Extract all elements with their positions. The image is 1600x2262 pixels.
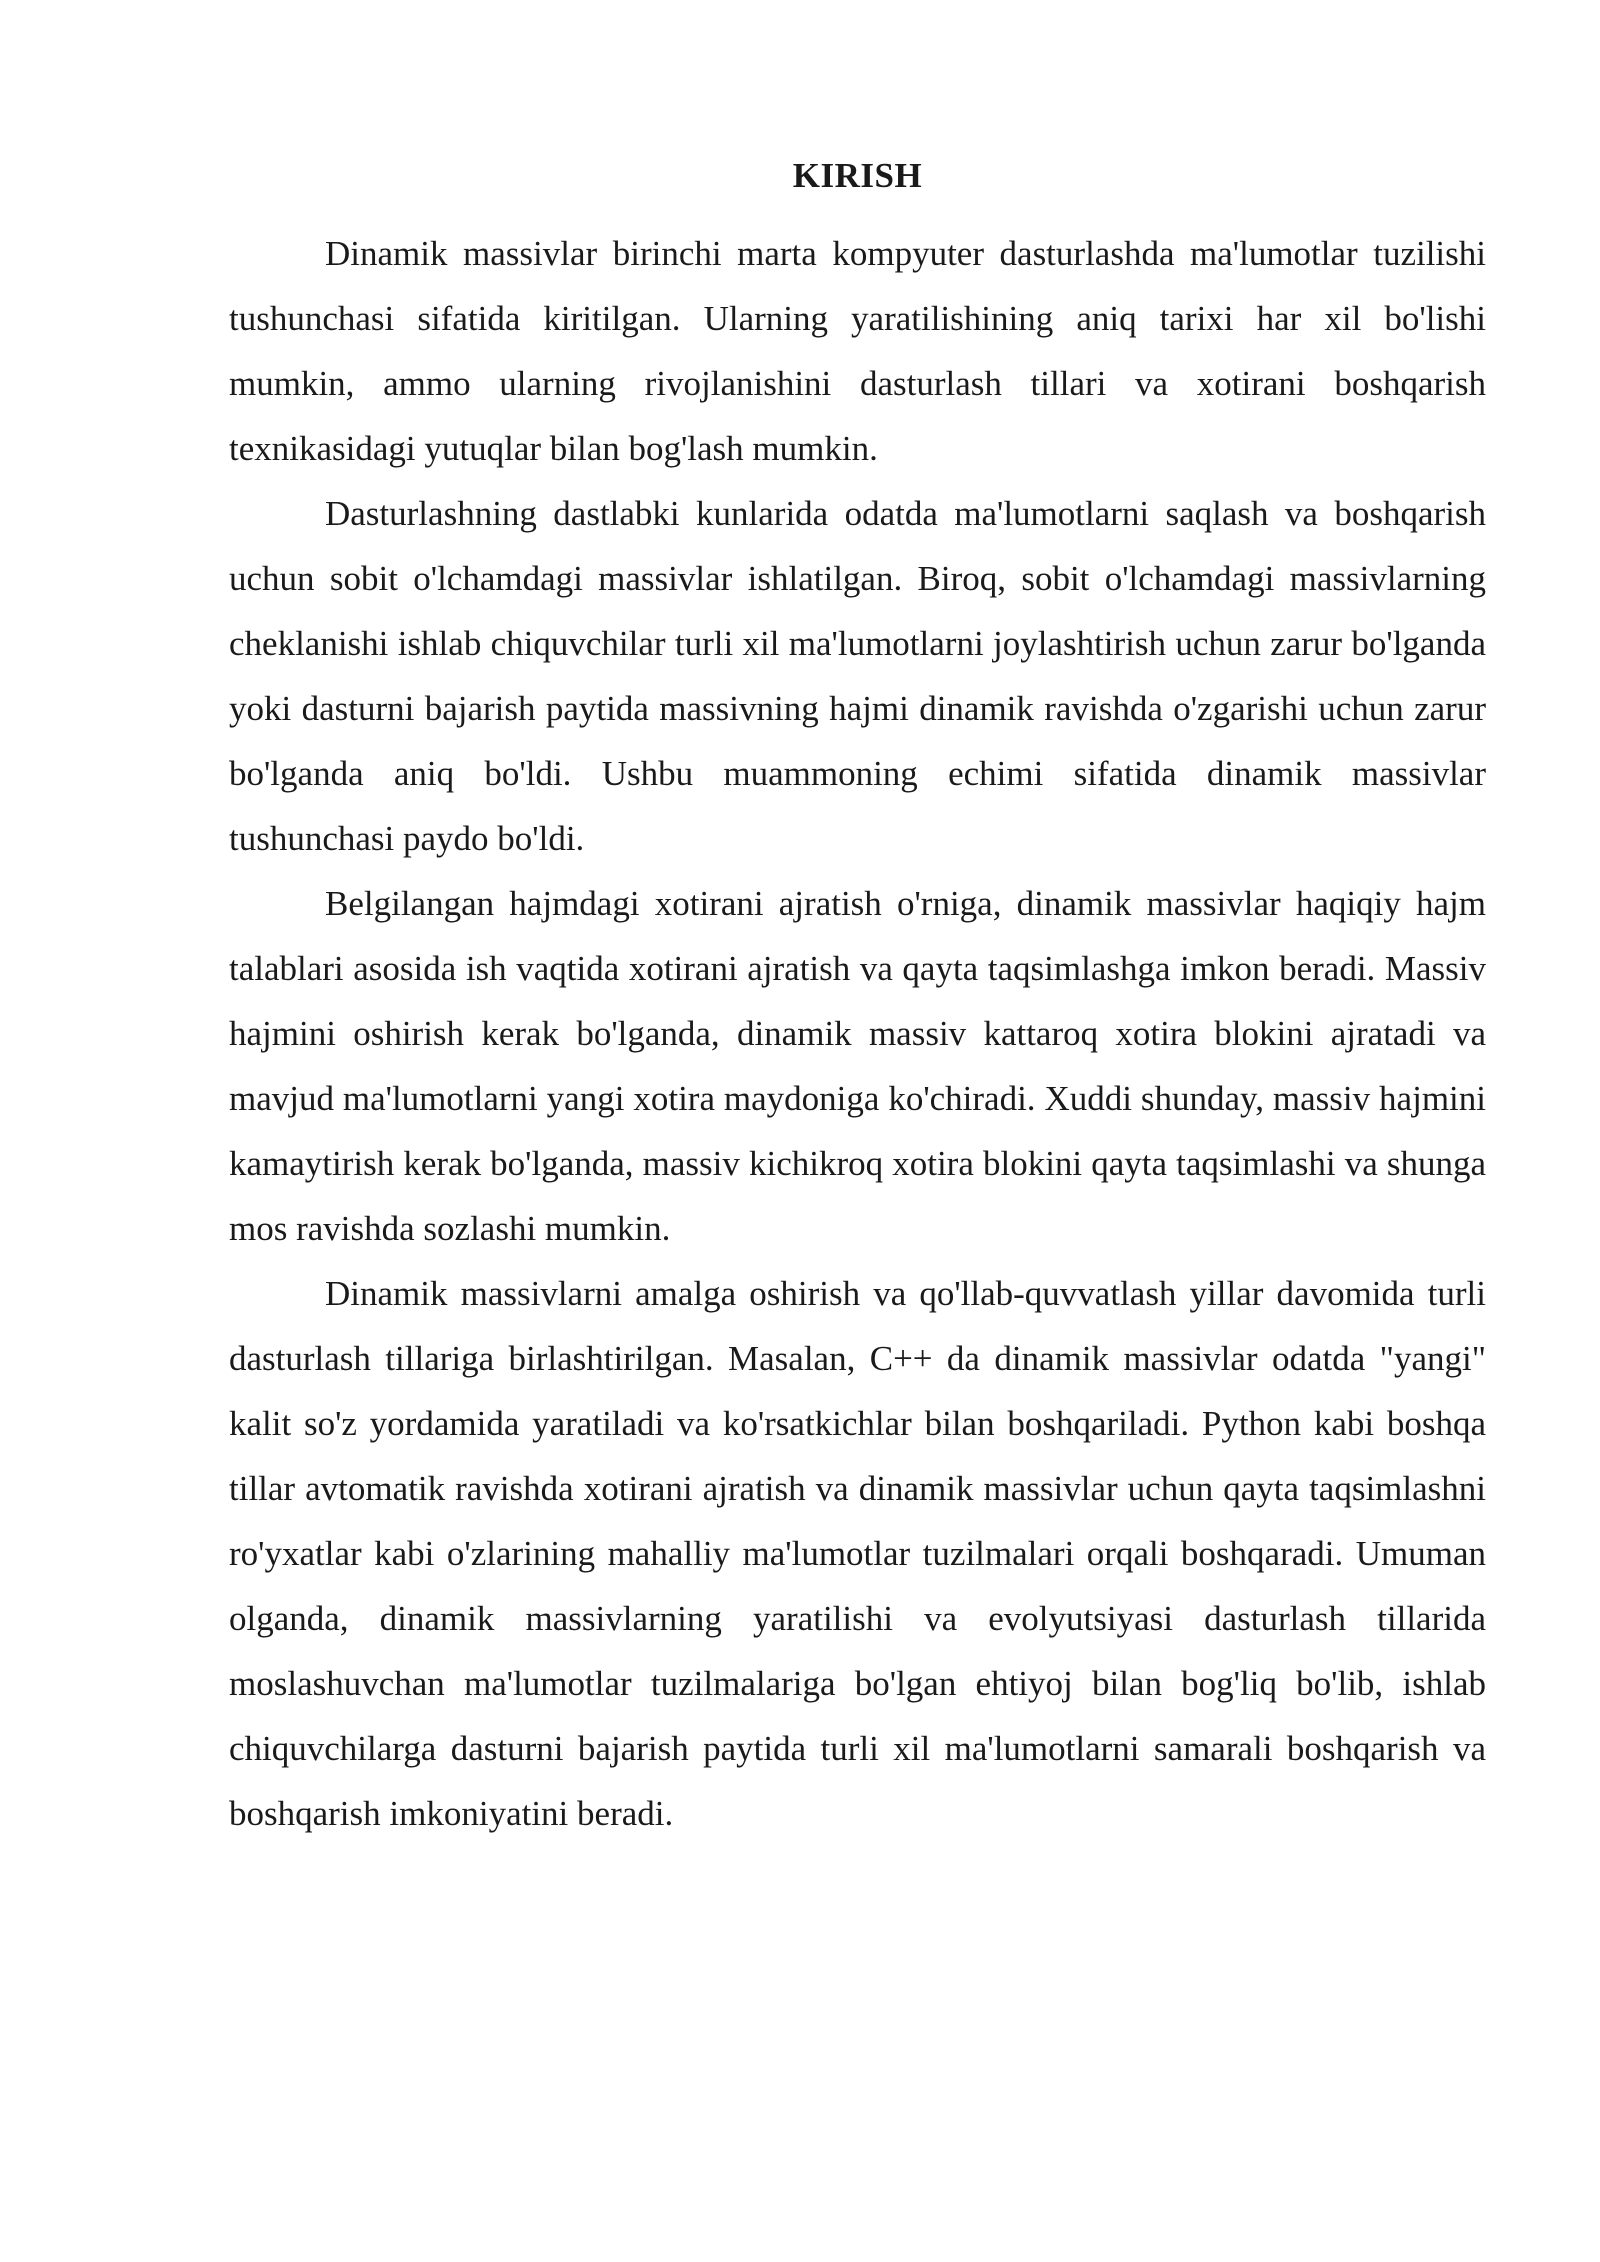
- paragraph-4: Dinamik massivlarni amalga oshirish va qo'llab-quvvatlash yillar davomida turli dasturlash tillariga birlashtirilgan. Masalan, C++ da dinamik massivlar odatda "yangi" kalit so'z yordamida yaratiladi va ko'rsatkichlar bilan boshqariladi. Python kabi boshqa tillar avtomatik ravishda xotirani ajratish va dinamik massivlar uchun qayta taqsimlashni ro'yxatlar kabi o'zlarining mahalliy ma'lumotlar tuzilmalari orqali boshqaradi. Umuman olganda, dinamik massivlarning yaratilishi va evolyutsiyasi dasturlash tillarida moslashuvchan ma'lumotlar tuzilmalariga bo'lgan ehtiyoj bilan bog'liq bo'lib, ishlab chiquvchilarga dasturni bajarish paytida turli xil ma'lumotlarni samarali boshqarish va boshqarish imkoniyatini beradi.: [229, 1274, 1486, 1833]
- paragraph-3: Belgilangan hajmdagi xotirani ajratish o'rniga, dinamik massivlar haqiqiy hajm talablari asosida ish vaqtida xotirani ajratish va qayta taqsimlashga imkon beradi. Massiv hajmini oshirish kerak bo'lganda, dinamik massiv kattaroq xotira blokini ajratadi va mavjud ma'lumotlarni yangi xotira maydoniga ko'chiradi. Xuddi shunday, massiv hajmini kamaytirish kerak bo'lganda, massiv kichikroq xotira blokini qayta taqsimlashi va shunga mos ravishda sozlashi mumkin.: [229, 884, 1486, 1248]
- document-title: KIRISH: [792, 156, 923, 195]
- paragraph-1: Dinamik massivlar birinchi marta kompyuter dasturlashda ma'lumotlar tuzilishi tushunchasi sifatida kiritilgan. Ularning yaratilishining aniq tarixi har xil bo'lishi mumkin, ammo ularning rivojlanishini dasturlash tillari va xotirani boshqarish texnikasidagi yutuqlar bilan bog'lash mumkin.: [229, 234, 1486, 468]
- paragraph-2: Dasturlashning dastlabki kunlarida odatda ma'lumotlarni saqlash va boshqarish uchun sobit o'lchamdagi massivlar ishlatilgan. Biroq, sobit o'lchamdagi massivlarning cheklanishi ishlab chiquvchilar turli xil ma'lumotlarni joylashtirish uchun zarur bo'lganda yoki dasturni bajarish paytida massivning hajmi dinamik ravishda o'zgarishi uchun zarur bo'lganda aniq bo'ldi. Ushbu muammoning echimi sifatida dinamik massivlar tushunchasi paydo bo'ldi.: [229, 494, 1486, 858]
- document-body: [229, 148, 1486, 1846]
